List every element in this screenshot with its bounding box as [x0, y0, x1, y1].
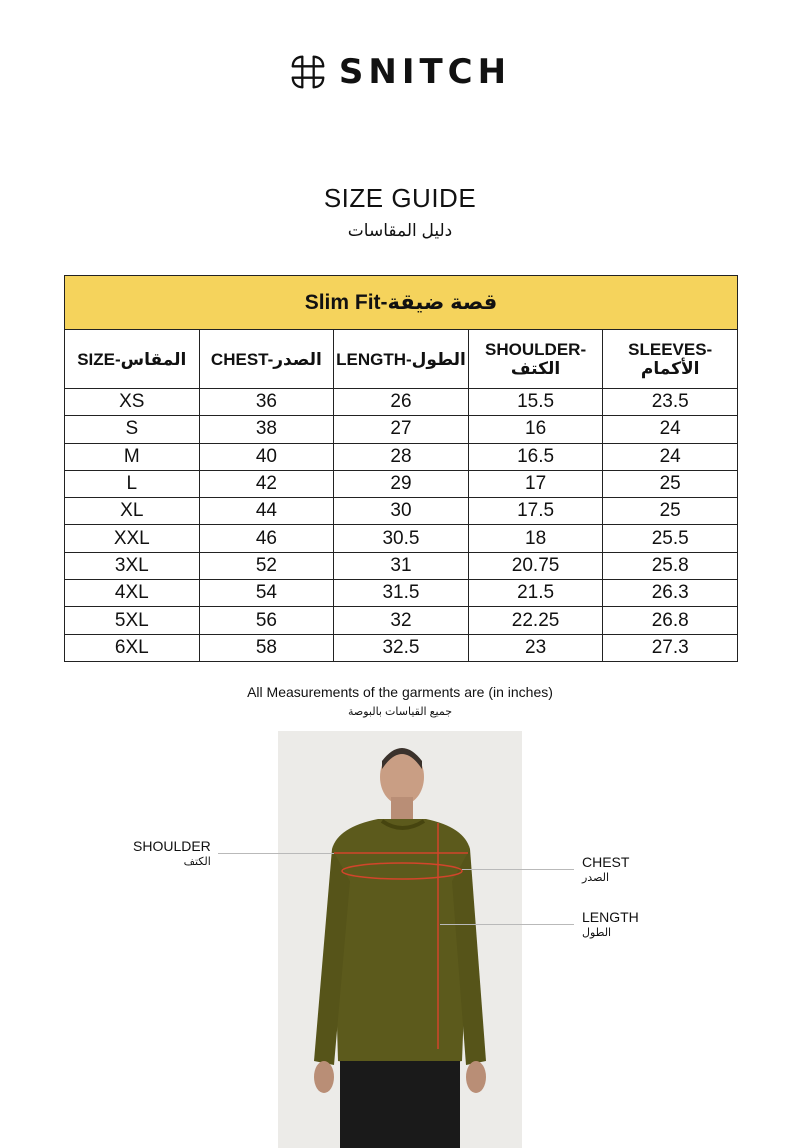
column-header-sleeves-en: SLEEVES-	[628, 340, 713, 359]
fit-header-row	[65, 276, 738, 330]
column-header-length-en: LENGTH-	[336, 349, 412, 369]
table-row	[65, 470, 738, 497]
cell-size: 4XL	[65, 580, 200, 607]
cell-chest: 54	[199, 580, 334, 607]
cell-sleeves: 26.3	[603, 580, 738, 607]
model-illustration	[278, 731, 522, 1148]
brand-name: SNITCH	[338, 52, 512, 92]
column-header-row	[65, 330, 738, 389]
brand-logo	[0, 52, 800, 92]
cell-size: L	[65, 470, 200, 497]
table-row	[65, 580, 738, 607]
column-header-chest-en: CHEST-	[210, 349, 274, 369]
column-header-shoulder	[468, 330, 603, 389]
measurement-note-arabic: جميع القياسات بالبوصة	[347, 706, 453, 718]
cell-sleeves: 26.8	[603, 607, 738, 634]
cell-shoulder: 15.5	[468, 389, 603, 416]
column-header-shoulder-en: SHOULDER-	[485, 340, 587, 359]
chest-leader-line	[462, 869, 574, 870]
hashtag-knot-icon	[289, 53, 327, 91]
table-row	[65, 443, 738, 470]
chest-label-ar: الصدر	[582, 872, 610, 884]
size-table	[64, 275, 738, 662]
column-header-length-ar: الطول	[411, 349, 466, 369]
cell-length: 28	[334, 443, 469, 470]
cell-shoulder: 17.5	[468, 498, 603, 525]
column-header-size-ar: المقاس	[120, 349, 187, 369]
shoulder-label	[133, 838, 211, 870]
table-row	[65, 389, 738, 416]
cell-length: 31.5	[334, 580, 469, 607]
table-row	[65, 498, 738, 525]
column-header-chest-ar: الصدر	[273, 349, 322, 369]
cell-sleeves: 25	[603, 470, 738, 497]
cell-shoulder: 23	[468, 634, 603, 661]
model-photo	[278, 731, 522, 1148]
cell-sleeves: 27.3	[603, 634, 738, 661]
cell-chest: 44	[199, 498, 334, 525]
cell-sleeves: 25.5	[603, 525, 738, 552]
chest-label-en: CHEST	[582, 854, 630, 870]
cell-shoulder: 22.25	[468, 607, 603, 634]
cell-length: 27	[334, 416, 469, 443]
cell-size: 6XL	[65, 634, 200, 661]
cell-chest: 46	[199, 525, 334, 552]
table-row	[65, 607, 738, 634]
cell-chest: 58	[199, 634, 334, 661]
cell-size: 5XL	[65, 607, 200, 634]
cell-length: 30.5	[334, 525, 469, 552]
column-header-shoulder-ar: الكتف	[510, 359, 561, 378]
column-header-chest	[199, 330, 334, 389]
cell-sleeves: 25	[603, 498, 738, 525]
cell-size: XXL	[65, 525, 200, 552]
cell-size: M	[65, 443, 200, 470]
table-row	[65, 634, 738, 661]
cell-shoulder: 18	[468, 525, 603, 552]
cell-sleeves: 25.8	[603, 552, 738, 579]
cell-size: XS	[65, 389, 200, 416]
page-title-arabic: دليل المقاسات	[347, 221, 453, 240]
table-row	[65, 552, 738, 579]
shoulder-leader-line	[218, 853, 334, 854]
cell-length: 32	[334, 607, 469, 634]
length-label-en: LENGTH	[582, 909, 639, 925]
length-label	[582, 909, 639, 941]
table-row	[65, 525, 738, 552]
cell-shoulder: 20.75	[468, 552, 603, 579]
column-header-sleeves-ar: الأكمام	[640, 359, 700, 378]
cell-sleeves: 24	[603, 443, 738, 470]
cell-shoulder: 16	[468, 416, 603, 443]
shoulder-label-en: SHOULDER	[133, 838, 211, 854]
cell-chest: 42	[199, 470, 334, 497]
column-header-size	[65, 330, 200, 389]
measurement-note: All Measurements of the garments are (in inches)	[247, 684, 553, 700]
length-label-ar: الطول	[582, 927, 612, 939]
column-header-length	[334, 330, 469, 389]
cell-length: 26	[334, 389, 469, 416]
column-header-sleeves	[603, 330, 738, 389]
page-title: SIZE GUIDE	[323, 183, 477, 213]
cell-size: XL	[65, 498, 200, 525]
cell-size: 3XL	[65, 552, 200, 579]
cell-sleeves: 24	[603, 416, 738, 443]
table-row	[65, 416, 738, 443]
cell-sleeves: 23.5	[603, 389, 738, 416]
cell-length: 32.5	[334, 634, 469, 661]
column-header-size-en: SIZE-	[77, 349, 121, 369]
cell-chest: 38	[199, 416, 334, 443]
cell-chest: 36	[199, 389, 334, 416]
cell-shoulder: 16.5	[468, 443, 603, 470]
cell-chest: 56	[199, 607, 334, 634]
cell-size: S	[65, 416, 200, 443]
length-leader-line	[440, 924, 574, 925]
cell-shoulder: 21.5	[468, 580, 603, 607]
cell-length: 29	[334, 470, 469, 497]
chest-label	[582, 854, 629, 886]
fit-label: Slim Fit-قصة ضيقة	[65, 276, 738, 330]
cell-length: 30	[334, 498, 469, 525]
cell-shoulder: 17	[468, 470, 603, 497]
cell-length: 31	[334, 552, 469, 579]
cell-chest: 52	[199, 552, 334, 579]
cell-chest: 40	[199, 443, 334, 470]
shoulder-label-ar: الكتف	[183, 856, 211, 868]
